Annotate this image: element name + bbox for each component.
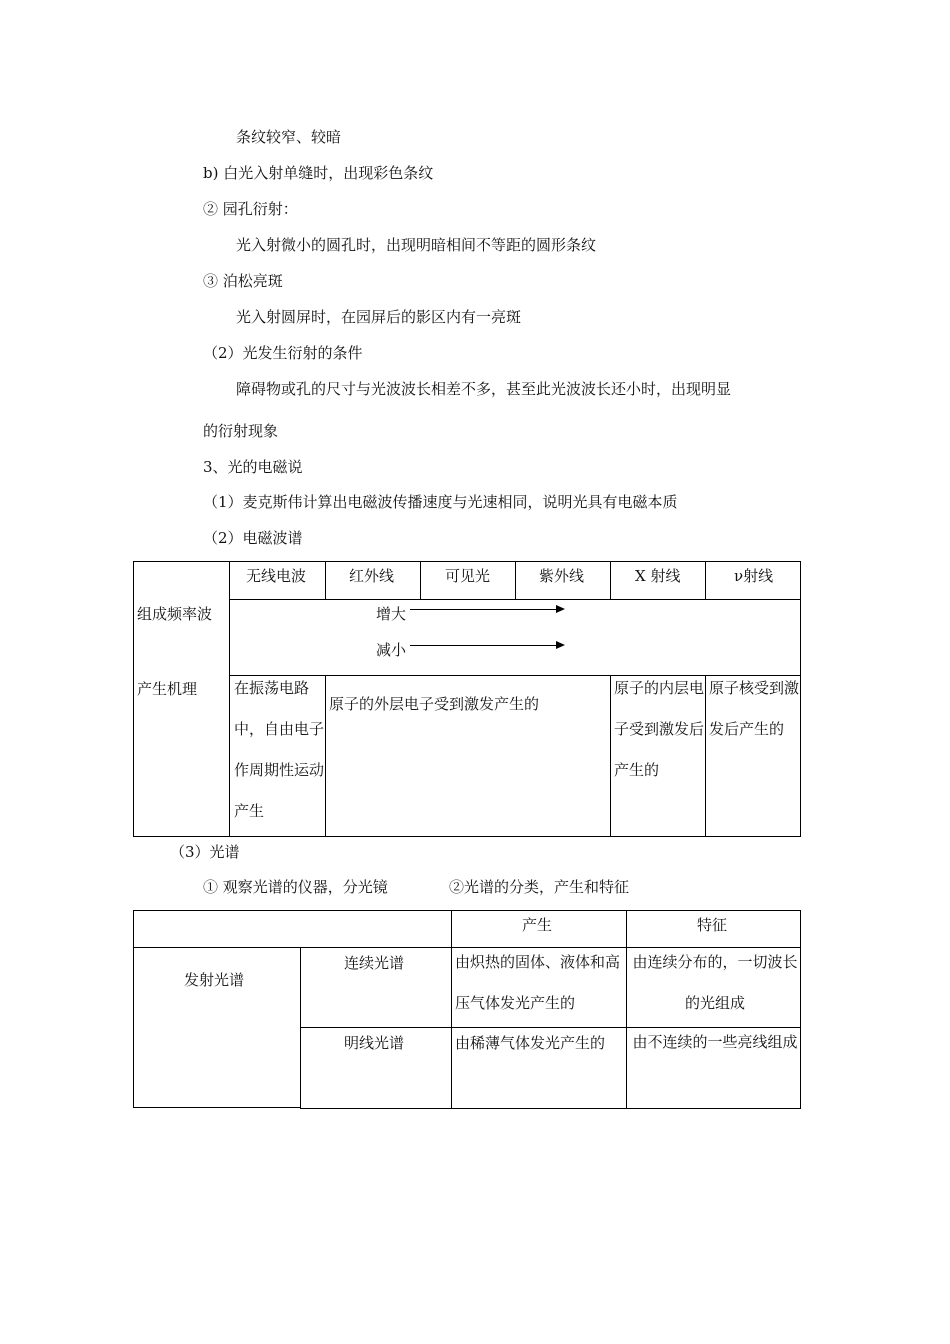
increase-label: 增大 [376, 605, 407, 623]
para-spectroscope: ① 观察光谱的仪器，分光镜 [203, 878, 388, 896]
para-condition-heading: （2）光发生衍射的条件 [203, 344, 363, 362]
mechanism-nucleus: 原子核受到激发后产生的 [709, 679, 800, 738]
line-produce: 由稀薄气体发光产生的 [455, 1034, 606, 1052]
header-xray: X 射线 [635, 567, 681, 585]
para-white-light: b) 白光入射单缝时，出现彩色条纹 [203, 164, 434, 182]
header-ultraviolet: 紫外线 [539, 567, 585, 585]
col-header-produce: 产生 [522, 916, 553, 934]
row-emission-spectrum: 发射光谱 [184, 971, 245, 989]
para-spectrum: （3）光谱 [170, 843, 240, 861]
decrease-arrowhead [556, 641, 565, 649]
row-label-frequency: 组成频率波 [137, 605, 213, 623]
para-circular-hole-desc: 光入射微小的圆孔时，出现明暗相间不等距的圆形条纹 [236, 236, 597, 254]
decrease-label: 减小 [376, 641, 407, 659]
para-stripes: 条纹较窄、较暗 [236, 128, 342, 146]
mechanism-outer-electron: 原子的外层电子受到激发产生的 [329, 695, 540, 713]
mechanism-inner-electron: 原子的内层电子受到激发后产生的 [614, 679, 705, 779]
para-em-spectrum: （2）电磁波谱 [203, 529, 303, 547]
row-label-mechanism: 产生机理 [137, 680, 198, 698]
mechanism-radio: 在振荡电路中，自由电子作周期性运动产生 [234, 679, 325, 820]
increase-arrowhead [556, 605, 565, 613]
para-poisson-desc: 光入射圆屏时，在园屏后的影区内有一亮斑 [236, 308, 522, 326]
row-line-spectrum: 明线光谱 [344, 1034, 405, 1052]
header-gamma: ν射线 [734, 567, 774, 585]
header-radio: 无线电波 [246, 567, 307, 585]
decrease-arrow [410, 645, 557, 646]
continuous-feature: 由连续分布的，一切波长的光组成 [632, 953, 798, 1012]
para-maxwell: （1）麦克斯伟计算出电磁波传播速度与光速相同，说明光具有电磁本质 [203, 493, 678, 511]
para-condition-text: 障碍物或孔的尺寸与光波波长相差不多，甚至此光波波长还小时，出现明显 [236, 380, 732, 398]
section-heading-em: 3、光的电磁说 [203, 458, 303, 476]
para-poisson: ③ 泊松亮斑 [203, 272, 283, 290]
header-infrared: 红外线 [349, 567, 395, 585]
header-visible: 可见光 [445, 567, 491, 585]
col-header-feature: 特征 [697, 916, 728, 934]
para-condition-text-2: 的衍射现象 [203, 422, 279, 440]
row-continuous-spectrum: 连续光谱 [344, 954, 405, 972]
para-spectrum-classification: ②光谱的分类，产生和特征 [449, 878, 630, 896]
para-circular-hole: ② 园孔衍射： [203, 200, 298, 218]
increase-arrow [410, 609, 557, 610]
line-feature: 由不连续的一些亮线组成 [632, 1033, 798, 1051]
continuous-produce: 由炽热的固体、液体和高压气体发光产生的 [455, 953, 621, 1012]
